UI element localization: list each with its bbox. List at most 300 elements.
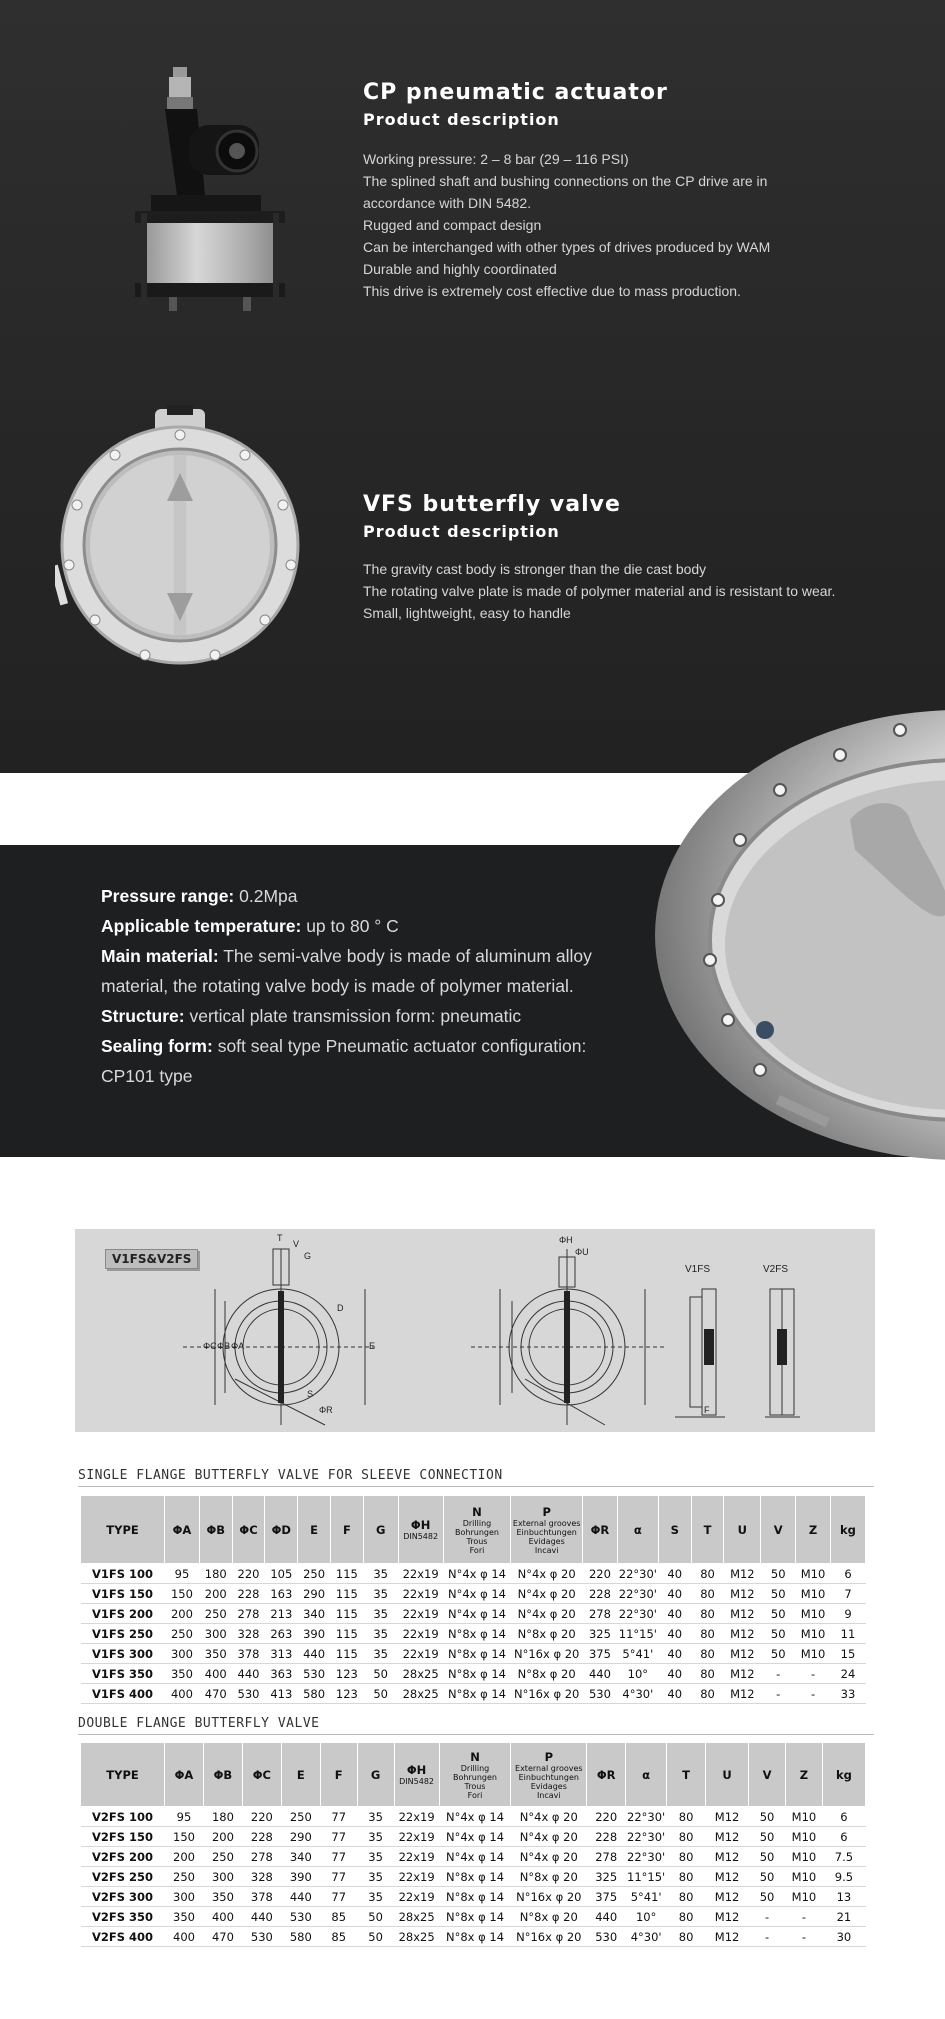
- col-header-sub: Incavi: [534, 1545, 559, 1555]
- col-header: F: [330, 1496, 363, 1564]
- col-header-sub: Bohrungen: [453, 1772, 497, 1782]
- table-cell: 85: [320, 1907, 357, 1927]
- table-cell: 80: [691, 1624, 724, 1644]
- col-header: U: [706, 1743, 749, 1807]
- table-cell: 21: [822, 1907, 865, 1927]
- drawing-label: F: [704, 1405, 710, 1415]
- col-header: ΦR: [583, 1496, 618, 1564]
- table-cell: 363: [265, 1664, 298, 1684]
- table-cell: N°8x φ 20: [511, 1867, 587, 1887]
- table-cell: 213: [265, 1604, 298, 1624]
- table-cell: 50: [749, 1867, 786, 1887]
- table-cell: 22x19: [398, 1584, 443, 1604]
- table-cell: -: [761, 1664, 796, 1684]
- table-cell: 50: [357, 1927, 394, 1947]
- table-cell: 85: [320, 1927, 357, 1947]
- table-cell: 290: [298, 1584, 331, 1604]
- col-header: ΦC: [242, 1743, 281, 1807]
- table-cell: 300: [165, 1644, 200, 1664]
- table-cell: 400: [165, 1927, 204, 1947]
- table-cell: V1FS 100: [81, 1564, 165, 1584]
- table-cell: 50: [363, 1664, 398, 1684]
- table-cell: 400: [199, 1664, 232, 1684]
- table-cell: -: [749, 1907, 786, 1927]
- table-cell: V1FS 350: [81, 1664, 165, 1684]
- col-header-sub: Trous: [464, 1781, 486, 1791]
- table-cell: V1FS 250: [81, 1624, 165, 1644]
- table-cell: 328: [242, 1867, 281, 1887]
- spec-label: Main material:: [101, 946, 219, 966]
- table-row: [81, 1684, 866, 1704]
- spec-temperature: [101, 911, 621, 941]
- table-cell: N°4x φ 20: [511, 1827, 587, 1847]
- table-row: [81, 1564, 866, 1584]
- spec-label: Structure:: [101, 1006, 185, 1026]
- table-cell: -: [749, 1927, 786, 1947]
- table-cell: M12: [724, 1584, 761, 1604]
- table-cell: 5°41': [617, 1644, 658, 1664]
- table-cell: 77: [320, 1867, 357, 1887]
- table-cell: 22x19: [394, 1807, 439, 1827]
- table-cell: 11°15': [626, 1867, 667, 1887]
- table-cell: 80: [667, 1827, 706, 1847]
- table-cell: 77: [320, 1887, 357, 1907]
- col-header-label: N: [472, 1504, 482, 1519]
- table-cell: 24: [830, 1664, 865, 1684]
- table-cell: 80: [667, 1867, 706, 1887]
- drawing-badge: V1FS&V2FS: [105, 1249, 198, 1269]
- col-header: V: [761, 1496, 796, 1564]
- valve-description: [363, 558, 835, 624]
- spec-value: soft seal type Pneumatic actuator configuration: CP101 type: [101, 1036, 587, 1086]
- table-cell: V1FS 150: [81, 1584, 165, 1604]
- col-header-p: [511, 1496, 583, 1564]
- table-cell: 9: [830, 1604, 865, 1624]
- table-cell: 77: [320, 1807, 357, 1827]
- table-cell: 11: [830, 1624, 865, 1644]
- table-row: [81, 1827, 866, 1847]
- table-cell: 77: [320, 1847, 357, 1867]
- drawing-label: E: [369, 1341, 376, 1351]
- spec-material: [101, 941, 621, 1001]
- table-cell: 378: [242, 1887, 281, 1907]
- table-cell: 300: [165, 1887, 204, 1907]
- actuator-line: Durable and highly coordinated: [363, 261, 557, 277]
- actuator-line: accordance with DIN 5482.: [363, 195, 532, 211]
- table-cell: 22x19: [394, 1847, 439, 1867]
- table-cell: 10°: [617, 1664, 658, 1684]
- table-cell: N°16x φ 20: [511, 1644, 583, 1664]
- table-cell: -: [796, 1684, 831, 1704]
- table-cell: 150: [165, 1584, 200, 1604]
- table-cell: N°4x φ 20: [511, 1847, 587, 1867]
- table-cell: 50: [761, 1584, 796, 1604]
- table-cell: 80: [667, 1907, 706, 1927]
- table-cell: 77: [320, 1827, 357, 1847]
- table-cell: 50: [357, 1907, 394, 1927]
- table-cell: 35: [363, 1604, 398, 1624]
- single-flange-title: SINGLE FLANGE BUTTERFLY VALVE FOR SLEEVE CONNECTION: [78, 1468, 874, 1487]
- table-cell: 80: [691, 1664, 724, 1684]
- table-cell: M10: [785, 1827, 822, 1847]
- table-cell: 50: [363, 1684, 398, 1704]
- table-cell: 250: [203, 1847, 242, 1867]
- table-cell: V2FS 400: [81, 1927, 165, 1947]
- table-cell: 440: [281, 1887, 320, 1907]
- table-cell: 313: [265, 1644, 298, 1664]
- table-cell: 440: [298, 1644, 331, 1664]
- table-cell: 50: [761, 1604, 796, 1624]
- table-cell: 22x19: [394, 1827, 439, 1847]
- table-cell: 50: [749, 1827, 786, 1847]
- col-header: E: [298, 1496, 331, 1564]
- table-cell: N°4x φ 20: [511, 1604, 583, 1624]
- table-cell: 35: [363, 1584, 398, 1604]
- col-header-label: ΦH: [410, 1518, 431, 1532]
- table-cell: 220: [583, 1564, 618, 1584]
- table-cell: 10°: [626, 1907, 667, 1927]
- table-cell: 530: [232, 1684, 265, 1704]
- table-cell: 400: [203, 1907, 242, 1927]
- drawing-label: ΦU: [575, 1247, 589, 1257]
- table-cell: V2FS 300: [81, 1887, 165, 1907]
- table-cell: 263: [265, 1624, 298, 1644]
- table-cell: 22°30': [617, 1584, 658, 1604]
- table-cell: 50: [749, 1807, 786, 1827]
- table-cell: M12: [706, 1907, 749, 1927]
- table-cell: 350: [165, 1664, 200, 1684]
- drawing-label: G: [304, 1251, 312, 1261]
- table-cell: 228: [587, 1827, 626, 1847]
- col-header-label: N: [470, 1749, 480, 1764]
- table-cell: 530: [587, 1927, 626, 1947]
- col-header: T: [691, 1496, 724, 1564]
- table-cell: 340: [298, 1604, 331, 1624]
- col-header-sub: Trous: [466, 1536, 488, 1546]
- col-header: ΦA: [165, 1496, 200, 1564]
- table-cell: 35: [357, 1887, 394, 1907]
- table-cell: V2FS 250: [81, 1867, 165, 1887]
- table-cell: 35: [363, 1564, 398, 1584]
- col-header-sub: Einbuchtungen: [516, 1527, 577, 1537]
- table-cell: 4°30': [617, 1684, 658, 1704]
- table-row: [81, 1644, 866, 1664]
- col-header: α: [626, 1743, 667, 1807]
- table-cell: 50: [749, 1847, 786, 1867]
- table-cell: 28x25: [398, 1684, 443, 1704]
- table-cell: 35: [357, 1847, 394, 1867]
- table-cell: 115: [330, 1624, 363, 1644]
- table-cell: 375: [583, 1644, 618, 1664]
- table-cell: 22x19: [398, 1644, 443, 1664]
- table-cell: 300: [199, 1624, 232, 1644]
- table-cell: 250: [199, 1604, 232, 1624]
- col-header: ΦC: [232, 1496, 265, 1564]
- table-cell: 22°30': [626, 1847, 667, 1867]
- single-flange-table: [80, 1495, 866, 1704]
- table-row: [81, 1907, 866, 1927]
- table-cell: N°8x φ 14: [443, 1684, 511, 1704]
- table-cell: M12: [706, 1867, 749, 1887]
- table-cell: V2FS 200: [81, 1847, 165, 1867]
- table-cell: 163: [265, 1584, 298, 1604]
- pneumatic-actuator-image: [105, 55, 305, 355]
- col-header: F: [320, 1743, 357, 1807]
- table-cell: N°4x φ 14: [439, 1847, 511, 1867]
- table-cell: 530: [281, 1907, 320, 1927]
- table-cell: 33: [830, 1684, 865, 1704]
- table-row: [81, 1807, 866, 1827]
- col-header-sub: Drilling: [462, 1518, 492, 1528]
- col-header-sub: Incavi: [536, 1790, 561, 1800]
- spec-list: [101, 881, 621, 1091]
- table-cell: 6: [822, 1827, 865, 1847]
- table-cell: 325: [583, 1624, 618, 1644]
- table-cell: 50: [749, 1887, 786, 1907]
- table-cell: 250: [165, 1624, 200, 1644]
- drawing-label: ΦR: [319, 1405, 333, 1415]
- table-row: [81, 1664, 866, 1684]
- table-row: [81, 1847, 866, 1867]
- table-cell: 180: [199, 1564, 232, 1584]
- table-cell: 390: [298, 1624, 331, 1644]
- table-cell: N°4x φ 14: [443, 1564, 511, 1584]
- col-header-sub: Einbuchtungen: [518, 1772, 579, 1782]
- spec-label: Sealing form:: [101, 1036, 213, 1056]
- table-cell: V2FS 100: [81, 1807, 165, 1827]
- table-cell: -: [796, 1664, 831, 1684]
- table-cell: M12: [706, 1927, 749, 1947]
- table-cell: 530: [298, 1664, 331, 1684]
- table-cell: N°4x φ 14: [443, 1604, 511, 1624]
- table-cell: -: [785, 1927, 822, 1947]
- table-cell: 22x19: [398, 1564, 443, 1584]
- table-row: [81, 1867, 866, 1887]
- col-header-p: [511, 1743, 587, 1807]
- drawing-label: ΦC: [203, 1341, 217, 1351]
- spec-label: Applicable temperature:: [101, 916, 302, 936]
- table-cell: M10: [796, 1604, 831, 1624]
- col-header-sub: External grooves: [515, 1763, 583, 1773]
- table-cell: 200: [165, 1604, 200, 1624]
- drawing-label: S: [307, 1389, 314, 1399]
- table-cell: 35: [363, 1644, 398, 1664]
- valve-line: The gravity cast body is stronger than the die cast body: [363, 561, 707, 577]
- table-cell: V2FS 150: [81, 1827, 165, 1847]
- table-cell: 28x25: [398, 1664, 443, 1684]
- table-cell: 28x25: [394, 1907, 439, 1927]
- table-cell: M12: [706, 1847, 749, 1867]
- table-cell: 13: [822, 1887, 865, 1907]
- spec-sealing: [101, 1031, 621, 1091]
- table-cell: V1FS 300: [81, 1644, 165, 1664]
- col-header: ΦA: [165, 1743, 204, 1807]
- table-cell: N°4x φ 20: [511, 1584, 583, 1604]
- table-cell: 50: [761, 1564, 796, 1584]
- table-cell: N°4x φ 14: [439, 1827, 511, 1847]
- table-cell: 28x25: [394, 1927, 439, 1947]
- table-cell: 378: [232, 1644, 265, 1664]
- double-flange-title: DOUBLE FLANGE BUTTERFLY VALVE: [78, 1716, 874, 1735]
- table-cell: 440: [587, 1907, 626, 1927]
- spec-label: Pressure range:: [101, 886, 235, 906]
- table-cell: 390: [281, 1867, 320, 1887]
- table-cell: 278: [242, 1847, 281, 1867]
- table-cell: 530: [583, 1684, 618, 1704]
- table-cell: V2FS 350: [81, 1907, 165, 1927]
- table-cell: 278: [583, 1604, 618, 1624]
- table-cell: 40: [658, 1584, 691, 1604]
- drawing-label: ΦB: [217, 1341, 231, 1351]
- table-cell: N°8x φ 14: [439, 1927, 511, 1947]
- table-cell: 80: [667, 1807, 706, 1827]
- actuator-subtitle: Product description: [363, 110, 560, 129]
- table-cell: 7: [830, 1584, 865, 1604]
- table-cell: 200: [165, 1847, 204, 1867]
- double-flange-table: [80, 1742, 866, 1947]
- actuator-description: [363, 148, 770, 302]
- table-cell: M10: [785, 1867, 822, 1887]
- col-header-label: P: [542, 1504, 551, 1519]
- table-cell: -: [785, 1907, 822, 1927]
- table-cell: 40: [658, 1684, 691, 1704]
- table-cell: 300: [203, 1867, 242, 1887]
- table-cell: 250: [165, 1867, 204, 1887]
- valve-closeup-image: [640, 700, 945, 1170]
- table-cell: 40: [658, 1604, 691, 1624]
- table-cell: M12: [724, 1624, 761, 1644]
- table-cell: V1FS 400: [81, 1684, 165, 1704]
- drawing-label: V: [293, 1239, 300, 1249]
- table-cell: 278: [232, 1604, 265, 1624]
- table-cell: 95: [165, 1564, 200, 1584]
- table-row: [81, 1887, 866, 1907]
- col-header-h: [398, 1496, 443, 1564]
- table-cell: M12: [706, 1887, 749, 1907]
- table-cell: 95: [165, 1807, 204, 1827]
- col-header: ΦD: [265, 1496, 298, 1564]
- table-cell: N°8x φ 14: [443, 1644, 511, 1664]
- col-header-n: [439, 1743, 511, 1807]
- table-cell: 5°41': [626, 1887, 667, 1907]
- table-cell: 22°30': [626, 1807, 667, 1827]
- table-cell: 6: [822, 1807, 865, 1827]
- actuator-title: CP pneumatic actuator: [363, 80, 668, 105]
- col-header-label: P: [544, 1749, 553, 1764]
- table-cell: 350: [165, 1907, 204, 1927]
- table-cell: 80: [691, 1604, 724, 1624]
- col-header-label: ΦH: [406, 1763, 427, 1777]
- table-cell: 123: [330, 1684, 363, 1704]
- col-header-sub: Evidages: [528, 1536, 565, 1546]
- table-cell: -: [761, 1684, 796, 1704]
- table-cell: 328: [232, 1624, 265, 1644]
- table-cell: 580: [298, 1684, 331, 1704]
- actuator-line: Working pressure: 2 – 8 bar (29 – 116 PSI): [363, 151, 629, 167]
- table-cell: M12: [724, 1664, 761, 1684]
- table-cell: 200: [199, 1584, 232, 1604]
- table-cell: 470: [203, 1927, 242, 1947]
- table-cell: 4°30': [626, 1927, 667, 1947]
- table-cell: 220: [587, 1807, 626, 1827]
- table-cell: 250: [281, 1807, 320, 1827]
- valve-line: The rotating valve plate is made of polymer material and is resistant to wear.: [363, 583, 836, 599]
- technical-drawing: [75, 1229, 875, 1432]
- actuator-line: Can be interchanged with other types of drives produced by WAM: [363, 239, 771, 255]
- table-cell: N°8x φ 14: [439, 1907, 511, 1927]
- table-cell: M12: [724, 1604, 761, 1624]
- col-header-sub: Fori: [467, 1790, 483, 1800]
- actuator-line: Rugged and compact design: [363, 217, 542, 233]
- table-cell: 40: [658, 1644, 691, 1664]
- col-header: ΦB: [199, 1496, 232, 1564]
- table-cell: 180: [203, 1807, 242, 1827]
- table-cell: 278: [587, 1847, 626, 1867]
- table-cell: 9.5: [822, 1867, 865, 1887]
- table-cell: N°16x φ 20: [511, 1684, 583, 1704]
- table-cell: N°8x φ 20: [511, 1624, 583, 1644]
- table-cell: 35: [357, 1867, 394, 1887]
- spec-pressure: [101, 881, 621, 911]
- table-cell: N°8x φ 20: [511, 1664, 583, 1684]
- col-header: S: [658, 1496, 691, 1564]
- col-header-sub: Evidages: [530, 1781, 567, 1791]
- drawing-label-v1fs: V1FS: [685, 1264, 711, 1275]
- table-cell: 470: [199, 1684, 232, 1704]
- table-cell: M12: [706, 1807, 749, 1827]
- table-cell: 440: [242, 1907, 281, 1927]
- table-cell: 80: [667, 1887, 706, 1907]
- table-cell: 350: [203, 1887, 242, 1907]
- table-cell: 580: [281, 1927, 320, 1947]
- table-cell: 105: [265, 1564, 298, 1584]
- col-header-sub: DIN5482: [403, 1532, 439, 1541]
- table-cell: 220: [232, 1564, 265, 1584]
- drawing-label: D: [337, 1303, 344, 1313]
- table-cell: 40: [658, 1664, 691, 1684]
- table-cell: 22x19: [398, 1604, 443, 1624]
- table-cell: 115: [330, 1584, 363, 1604]
- single-flange-rows: [81, 1564, 866, 1704]
- col-header: T: [667, 1743, 706, 1807]
- table-row: [81, 1584, 866, 1604]
- table-cell: 15: [830, 1644, 865, 1664]
- table-cell: 220: [242, 1807, 281, 1827]
- spec-structure: [101, 1001, 621, 1031]
- drawing-lines: [75, 1229, 875, 1432]
- col-header-n: [443, 1496, 511, 1564]
- table-cell: 22°30': [617, 1604, 658, 1624]
- table-cell: 40: [658, 1624, 691, 1644]
- table-cell: 115: [330, 1564, 363, 1584]
- table-cell: 11°15': [617, 1624, 658, 1644]
- table-cell: M12: [706, 1827, 749, 1847]
- table-cell: 80: [667, 1927, 706, 1947]
- valve-title: VFS butterfly valve: [363, 492, 621, 517]
- table-cell: M10: [785, 1807, 822, 1827]
- table-cell: M10: [785, 1887, 822, 1907]
- table-cell: 40: [658, 1564, 691, 1584]
- table-cell: 115: [330, 1644, 363, 1664]
- col-header: V: [749, 1743, 786, 1807]
- col-header: TYPE: [81, 1743, 165, 1807]
- table-cell: N°4x φ 20: [511, 1564, 583, 1584]
- table-cell: 325: [587, 1867, 626, 1887]
- col-header: kg: [822, 1743, 865, 1807]
- col-header-sub: Bohrungen: [455, 1527, 499, 1537]
- table-cell: 228: [232, 1584, 265, 1604]
- col-header-sub: External grooves: [512, 1518, 581, 1528]
